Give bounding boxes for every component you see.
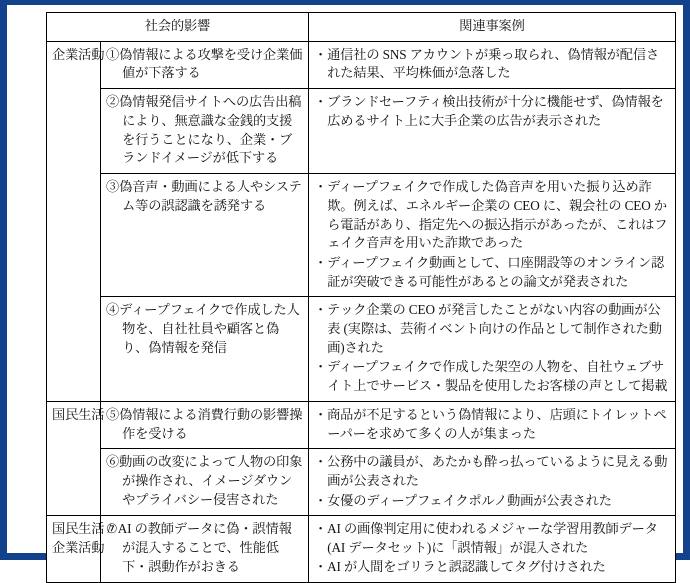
impact-cell-1: [101, 41, 309, 88]
impact-text: ⑤偽情報による消費行動の影響操作を受ける: [106, 406, 303, 441]
table-row: [47, 174, 676, 297]
cases-cell-3: [309, 174, 676, 297]
cases-cell-4: [309, 297, 676, 401]
impact-cell-5: [101, 401, 309, 448]
social-impact-table: [46, 12, 676, 583]
table-header: [47, 13, 676, 42]
impact-text: ⑦AI の教師データに偽・誤情報が混入することで、性能低下・誤動作がおきる: [106, 521, 292, 574]
category-cell-corporate: 企業活動: [47, 41, 101, 401]
table-row: [47, 89, 676, 174]
impact-text: ②偽情報発信サイトへの広告出稿により、無意識な金銭的支援を行うことになり、企業・ブランドイメージが低下する: [106, 94, 302, 166]
table-container: [46, 12, 675, 575]
case-bullet: ・ディープフェイクで作成した架空の人物を、自社ウェブサイト上でサービス・製品を使用したお客様の声として掲載: [314, 359, 668, 394]
table-row: [47, 449, 676, 516]
table-row: [47, 41, 676, 88]
impact-cell-7: [101, 516, 309, 583]
table-row: [47, 516, 676, 583]
case-bullet: ・テック企業の CEO が発言したことがない内容の動画が公表 (実際は、芸術イベント向けの作品として制作された動画)された: [314, 302, 662, 355]
header-related-cases: 関連事案例: [309, 13, 676, 42]
case-bullet: ・ディープフェイクで作成した偽音声を用いた振り込め詐欺。例えば、エネルギー企業の CEO に、親会社の CEO から電話があり、指定先への振込指示があったが、これはフェイク音声を用いた詐欺であった: [314, 179, 668, 251]
category-cell-citizens-corporate: [47, 516, 112, 583]
table-body: [47, 41, 676, 582]
impact-cell-2: [101, 89, 309, 174]
impact-text: ⑥動画の改変によって人物の印象が操作され、イメージダウンやプライバシー侵害された: [106, 454, 303, 507]
impact-cell-3: [101, 174, 309, 297]
cases-cell-7: [309, 516, 676, 583]
impact-text: ④ディープフェイクで作成した人物を、自社社員や顧客と偽り、偽情報を発信: [106, 302, 300, 355]
impact-text: ③偽音声・動画による人やシステム等の誤認識を誘発する: [106, 179, 302, 213]
impact-text: ①偽情報による攻撃を受け企業価値が下落する: [106, 46, 303, 81]
impact-cell-6: [101, 449, 309, 516]
table-header-row: [47, 13, 676, 42]
case-bullet: ・ブランドセーフティ検出技術が十分に機能せず、偽情報を広めるサイト上に大手企業の広告が表示された: [314, 94, 664, 128]
table-row: [47, 297, 676, 401]
cases-cell-2: [309, 89, 676, 174]
case-bullet: ・商品が不足するという偽情報により、店頭にトイレットペーパーを求めて多くの人が集まった: [314, 406, 667, 441]
impact-cell-4: [101, 297, 309, 401]
cases-cell-5: [309, 401, 676, 448]
case-bullet: ・公務中の議員が、あたかも酔っ払っているように見える動画が公表された: [314, 454, 668, 488]
category-cell-citizens: 国民生活: [47, 401, 101, 515]
cases-cell-6: [309, 449, 676, 516]
case-bullet: ・通信社の SNS アカウントが乗っ取られ、偽情報が配信された結果、平均株価が急落した: [314, 46, 660, 81]
category-line: 企業活動: [52, 539, 105, 555]
cases-cell-1: [309, 41, 676, 88]
header-social-impact: 社会的影響: [47, 13, 309, 42]
category-line: 国民生活 /: [52, 521, 112, 537]
case-bullet: ・女優のディープフェイクポルノ動画が公表された: [314, 492, 612, 508]
case-bullet: ・AI の画像判定用に使われるメジャーな学習用教師データ (AI データセット)に「誤情報」が混入された: [314, 521, 658, 555]
case-bullet: ・AI が人間をゴリラと誤認識してタグ付けされた: [314, 559, 606, 575]
table-row: [47, 401, 676, 448]
case-bullet: ・ディープフェイク動画として、口座開設等のオンライン認証が突破できる可能性があるとの論文が発表された: [314, 254, 665, 289]
